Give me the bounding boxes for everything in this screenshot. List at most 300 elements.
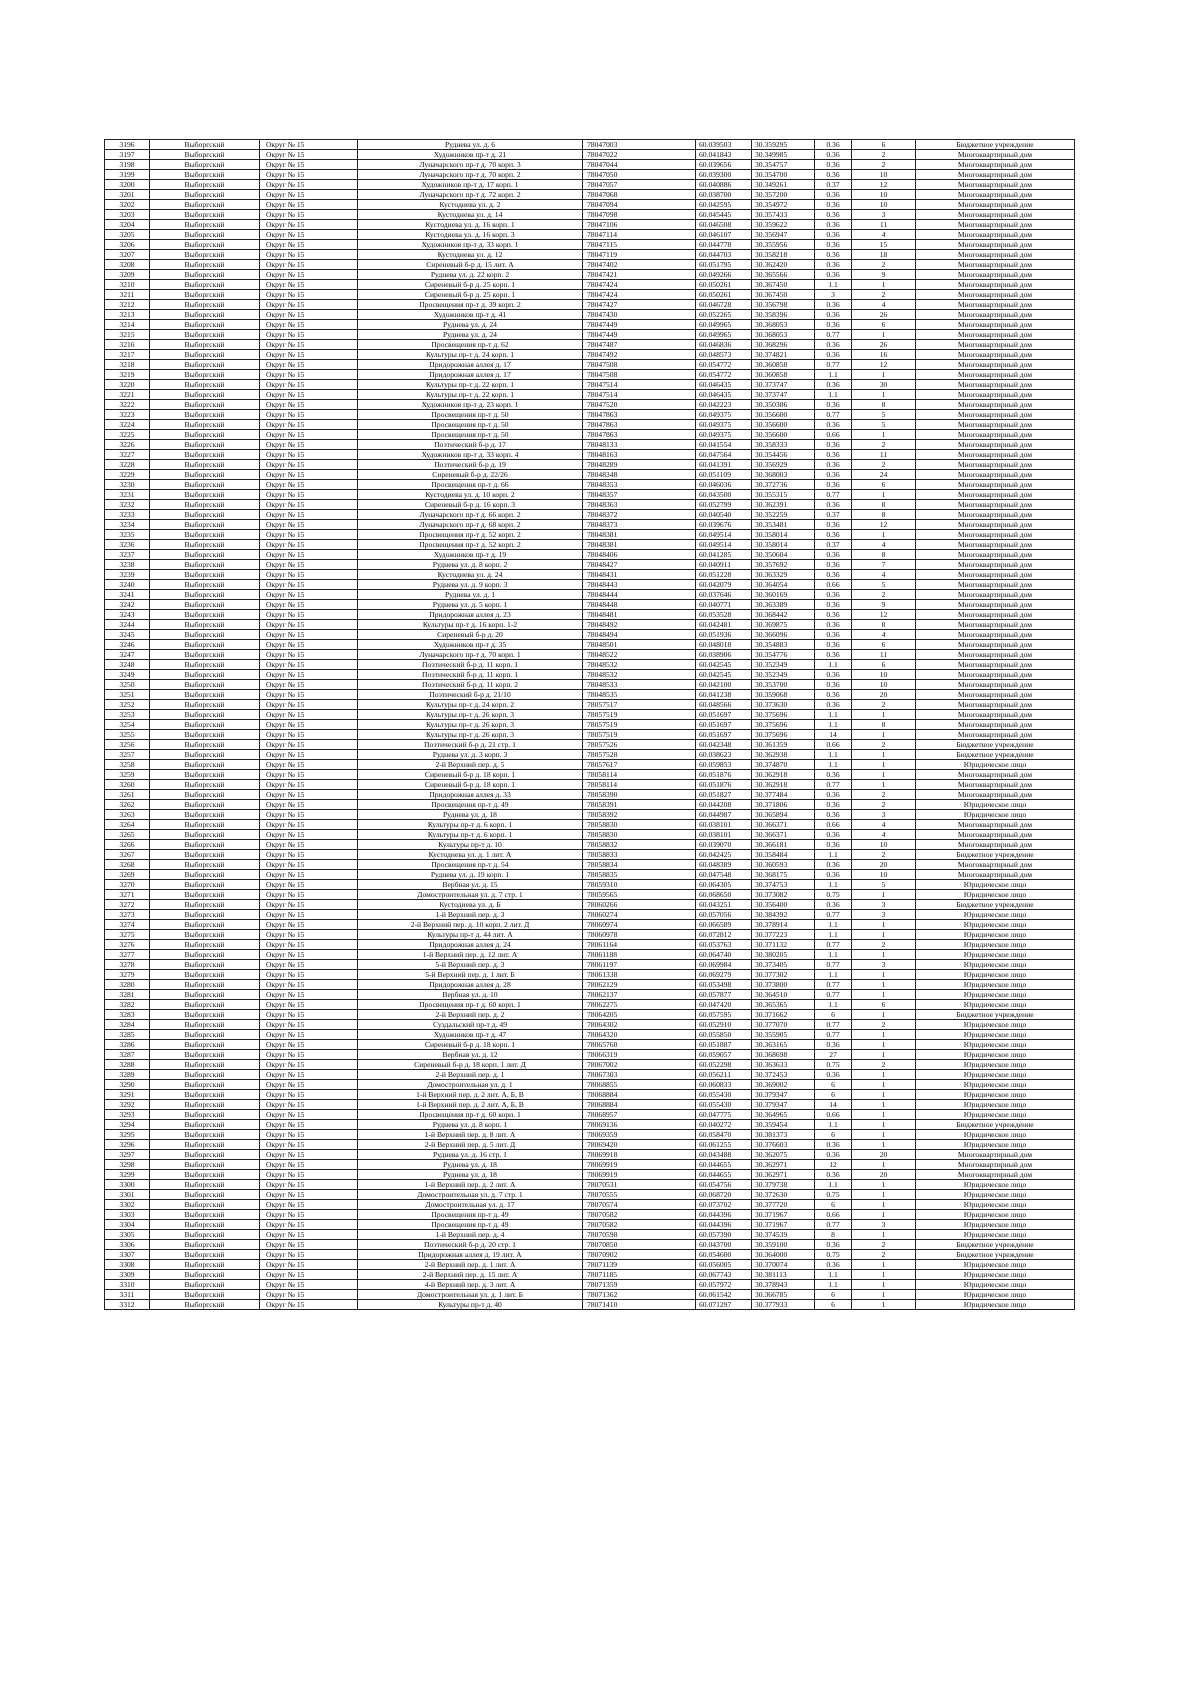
- container-volume-cell: 0.36: [815, 420, 852, 430]
- object-code-cell: 78047421: [583, 270, 696, 280]
- object-code-cell: 78048522: [583, 650, 696, 660]
- longitude-cell: 30.362971: [752, 1160, 815, 1170]
- table-row: [105, 830, 1075, 840]
- container-count-cell: 9: [852, 600, 916, 610]
- district-cell: Выборгский: [150, 840, 260, 850]
- object-type-cell: Юридическое лицо: [916, 1000, 1075, 1010]
- longitude-cell: 30.368698: [752, 1050, 815, 1060]
- object-code-cell: 78070555: [583, 1190, 696, 1200]
- okrug-cell: Округ № 15: [260, 770, 358, 780]
- object-code-cell: 78071359: [583, 1280, 696, 1290]
- longitude-cell: 30.372736: [752, 480, 815, 490]
- table-row: [105, 850, 1075, 860]
- okrug-cell: Округ № 15: [260, 240, 358, 250]
- object-type-cell: Многоквартирный дом: [916, 340, 1075, 350]
- object-type-cell: Многоквартирный дом: [916, 620, 1075, 630]
- longitude-cell: 30.360593: [752, 860, 815, 870]
- address-cell: Культуры пр-т д. 22 корп. 1: [358, 390, 583, 400]
- object-code-cell: 78071362: [583, 1290, 696, 1300]
- address-cell: Луначарского пр-т д. 66 корп. 2: [358, 510, 583, 520]
- object-type-cell: Многоквартирный дом: [916, 660, 1075, 670]
- table-row: [105, 530, 1075, 540]
- row-number-cell: 3295: [105, 1130, 150, 1140]
- object-code-cell: 78060274: [583, 910, 696, 920]
- container-volume-cell: 0.36: [815, 630, 852, 640]
- okrug-cell: Округ № 15: [260, 830, 358, 840]
- address-cell: Просвещения пр-т д. 60 корп. 1: [358, 1110, 583, 1120]
- district-cell: Выборгский: [150, 760, 260, 770]
- okrug-cell: Округ № 15: [260, 450, 358, 460]
- table-row: [105, 910, 1075, 920]
- address-cell: Просвещения пр-т д. 52 корп. 2: [358, 540, 583, 550]
- row-number-cell: 3257: [105, 750, 150, 760]
- okrug-cell: Округ № 15: [260, 1230, 358, 1240]
- container-volume-cell: 0.36: [815, 1150, 852, 1160]
- district-cell: Выборгский: [150, 480, 260, 490]
- district-cell: Выборгский: [150, 1240, 260, 1250]
- container-volume-cell: 1.1: [815, 1000, 852, 1010]
- district-cell: Выборгский: [150, 520, 260, 530]
- district-cell: Выборгский: [150, 740, 260, 750]
- container-volume-cell: 0.36: [815, 350, 852, 360]
- district-cell: Выборгский: [150, 1030, 260, 1040]
- district-cell: Выборгский: [150, 460, 260, 470]
- district-cell: Выборгский: [150, 260, 260, 270]
- table-row: [105, 1060, 1075, 1070]
- latitude-cell: 60.049514: [696, 530, 752, 540]
- okrug-cell: Округ № 15: [260, 390, 358, 400]
- object-code-cell: 78058114: [583, 770, 696, 780]
- latitude-cell: 60.071297: [696, 1300, 752, 1310]
- container-count-cell: 1: [852, 1160, 916, 1170]
- table-row: [105, 820, 1075, 830]
- address-cell: Руднева ул. д. 8 корп. 2: [358, 560, 583, 570]
- district-cell: Выборгский: [150, 1210, 260, 1220]
- container-volume-cell: 0.36: [815, 690, 852, 700]
- container-count-cell: 1: [852, 1260, 916, 1270]
- object-type-cell: Бюджетное учреждение: [916, 850, 1075, 860]
- object-code-cell: 78060978: [583, 930, 696, 940]
- container-count-cell: 1: [852, 1180, 916, 1190]
- object-type-cell: Юридическое лицо: [916, 1060, 1075, 1070]
- district-cell: Выборгский: [150, 770, 260, 780]
- object-type-cell: Юридическое лицо: [916, 1190, 1075, 1200]
- container-count-cell: 6: [852, 640, 916, 650]
- address-cell: Руднева ул. д. 16 стр. 1: [358, 1150, 583, 1160]
- object-type-cell: Многоквартирный дом: [916, 470, 1075, 480]
- district-cell: Выборгский: [150, 200, 260, 210]
- district-cell: Выборгский: [150, 700, 260, 710]
- table-row: [105, 1140, 1075, 1150]
- address-cell: 1-й Верхний пер. д. 12 лит. А: [358, 950, 583, 960]
- address-cell: Домостроительная ул. д. 1: [358, 1080, 583, 1090]
- address-cell: Домостроительная ул. д. 7 стр. 1: [358, 1190, 583, 1200]
- container-volume-cell: 1.1: [815, 760, 852, 770]
- latitude-cell: 60.057056: [696, 910, 752, 920]
- table-row: [105, 510, 1075, 520]
- table-row: [105, 1240, 1075, 1250]
- object-type-cell: Многоквартирный дом: [916, 400, 1075, 410]
- object-code-cell: 78066319: [583, 1050, 696, 1060]
- row-number-cell: 3200: [105, 180, 150, 190]
- container-volume-cell: 0.36: [815, 520, 852, 530]
- okrug-cell: Округ № 15: [260, 540, 358, 550]
- container-count-cell: 4: [852, 570, 916, 580]
- object-code-cell: 78057517: [583, 700, 696, 710]
- table-row: [105, 730, 1075, 740]
- object-type-cell: Многоквартирный дом: [916, 230, 1075, 240]
- container-volume-cell: 0.36: [815, 790, 852, 800]
- district-cell: Выборгский: [150, 930, 260, 940]
- okrug-cell: Округ № 15: [260, 160, 358, 170]
- container-count-cell: 2: [852, 460, 916, 470]
- container-volume-cell: 0.75: [815, 890, 852, 900]
- latitude-cell: 60.049266: [696, 270, 752, 280]
- container-count-cell: 2: [852, 740, 916, 750]
- object-type-cell: Юридическое лицо: [916, 1080, 1075, 1090]
- row-number-cell: 3289: [105, 1070, 150, 1080]
- row-number-cell: 3278: [105, 960, 150, 970]
- address-cell: Сиреневый б-р д. 22/26: [358, 470, 583, 480]
- latitude-cell: 60.042348: [696, 740, 752, 750]
- longitude-cell: 30.362420: [752, 260, 815, 270]
- okrug-cell: Округ № 15: [260, 210, 358, 220]
- container-volume-cell: 14: [815, 1100, 852, 1110]
- latitude-cell: 60.042545: [696, 670, 752, 680]
- district-cell: Выборгский: [150, 1190, 260, 1200]
- container-volume-cell: 0.77: [815, 330, 852, 340]
- latitude-cell: 60.056211: [696, 1070, 752, 1080]
- longitude-cell: 30.356400: [752, 900, 815, 910]
- address-cell: Вербная ул. д. 12: [358, 1050, 583, 1060]
- longitude-cell: 30.359295: [752, 140, 815, 150]
- object-type-cell: Многоквартирный дом: [916, 280, 1075, 290]
- latitude-cell: 60.039503: [696, 140, 752, 150]
- address-cell: Придорожная аллея д. 33: [358, 790, 583, 800]
- longitude-cell: 30.360858: [752, 370, 815, 380]
- okrug-cell: Округ № 15: [260, 610, 358, 620]
- district-cell: Выборгский: [150, 290, 260, 300]
- row-number-cell: 3226: [105, 440, 150, 450]
- table-row: [105, 460, 1075, 470]
- longitude-cell: 30.373747: [752, 390, 815, 400]
- row-number-cell: 3308: [105, 1260, 150, 1270]
- object-code-cell: 78047424: [583, 290, 696, 300]
- object-code-cell: 78048492: [583, 620, 696, 630]
- longitude-cell: 30.360169: [752, 590, 815, 600]
- district-cell: Выборгский: [150, 1160, 260, 1170]
- container-volume-cell: 6: [815, 1130, 852, 1140]
- address-cell: 1-й Верхний пер. д. 4: [358, 1230, 583, 1240]
- container-volume-cell: 0.36: [815, 250, 852, 260]
- longitude-cell: 30.371132: [752, 940, 815, 950]
- okrug-cell: Округ № 15: [260, 510, 358, 520]
- longitude-cell: 30.361359: [752, 740, 815, 750]
- table-row: [105, 420, 1075, 430]
- district-cell: Выборгский: [150, 870, 260, 880]
- container-volume-cell: 0.36: [815, 570, 852, 580]
- container-count-cell: 1: [852, 1080, 916, 1090]
- object-type-cell: Юридическое лицо: [916, 910, 1075, 920]
- object-type-cell: Юридическое лицо: [916, 1270, 1075, 1280]
- longitude-cell: 30.371806: [752, 800, 815, 810]
- district-cell: Выборгский: [150, 850, 260, 860]
- container-volume-cell: 0.36: [815, 470, 852, 480]
- address-cell: Руднева ул. д. 3 корп. 3: [358, 750, 583, 760]
- container-volume-cell: 27: [815, 1050, 852, 1060]
- container-count-cell: 2: [852, 940, 916, 950]
- container-volume-cell: 0.36: [815, 560, 852, 570]
- container-volume-cell: 1.1: [815, 660, 852, 670]
- table-row: [105, 180, 1075, 190]
- address-cell: Кустодиева ул. д. 1 лит. А: [358, 850, 583, 860]
- object-type-cell: Бюджетное учреждение: [916, 750, 1075, 760]
- object-code-cell: 78058835: [583, 870, 696, 880]
- longitude-cell: 30.354883: [752, 640, 815, 650]
- object-code-cell: 78071185: [583, 1270, 696, 1280]
- address-cell: Культуры пр-т д. 16 корп. 1-2: [358, 620, 583, 630]
- container-volume-cell: 0.36: [815, 640, 852, 650]
- container-volume-cell: 0.36: [815, 620, 852, 630]
- row-number-cell: 3282: [105, 1000, 150, 1010]
- latitude-cell: 60.052910: [696, 1020, 752, 1030]
- object-type-cell: Юридическое лицо: [916, 1300, 1075, 1310]
- object-code-cell: 78060974: [583, 920, 696, 930]
- table-row: [105, 430, 1075, 440]
- latitude-cell: 60.068650: [696, 890, 752, 900]
- object-type-cell: Многоквартирный дом: [916, 1150, 1075, 1160]
- table-row: [105, 940, 1075, 950]
- row-number-cell: 3243: [105, 610, 150, 620]
- table-row: [105, 480, 1075, 490]
- container-count-cell: 10: [852, 840, 916, 850]
- table-row: [105, 520, 1075, 530]
- table-row: [105, 350, 1075, 360]
- object-type-cell: Многоквартирный дом: [916, 410, 1075, 420]
- row-number-cell: 3270: [105, 880, 150, 890]
- object-type-cell: Юридическое лицо: [916, 950, 1075, 960]
- container-volume-cell: 1.1: [815, 880, 852, 890]
- okrug-cell: Округ № 15: [260, 790, 358, 800]
- address-cell: 2-й Верхний пер. д. 1 лит. А: [358, 1260, 583, 1270]
- container-volume-cell: 0.36: [815, 340, 852, 350]
- row-number-cell: 3268: [105, 860, 150, 870]
- row-number-cell: 3265: [105, 830, 150, 840]
- object-code-cell: 78069359: [583, 1130, 696, 1140]
- district-cell: Выборгский: [150, 560, 260, 570]
- container-count-cell: 1: [852, 280, 916, 290]
- district-cell: Выборгский: [150, 530, 260, 540]
- address-cell: 1-й Верхний пер. д. 2 лит. А, Б, В: [358, 1100, 583, 1110]
- address-cell: Культуры пр-т д. 24 корп. 2: [358, 700, 583, 710]
- okrug-cell: Округ № 15: [260, 190, 358, 200]
- object-code-cell: 78057528: [583, 750, 696, 760]
- object-type-cell: Многоквартирный дом: [916, 350, 1075, 360]
- object-code-cell: 78047057: [583, 180, 696, 190]
- container-count-cell: 16: [852, 350, 916, 360]
- table-body: [105, 140, 1075, 1310]
- okrug-cell: Округ № 15: [260, 1200, 358, 1210]
- container-count-cell: 1: [852, 1070, 916, 1080]
- address-cell: Просвещения пр-т д. 50: [358, 410, 583, 420]
- district-cell: Выборгский: [150, 410, 260, 420]
- row-number-cell: 3205: [105, 230, 150, 240]
- longitude-cell: 30.360858: [752, 360, 815, 370]
- address-cell: Вербная ул. д. 15: [358, 880, 583, 890]
- object-code-cell: 78058114: [583, 780, 696, 790]
- row-number-cell: 3249: [105, 670, 150, 680]
- container-count-cell: 1: [852, 1300, 916, 1310]
- container-volume-cell: 0.36: [815, 1260, 852, 1270]
- okrug-cell: Округ № 15: [260, 950, 358, 960]
- table-row: [105, 390, 1075, 400]
- longitude-cell: 30.379738: [752, 1180, 815, 1190]
- okrug-cell: Округ № 15: [260, 460, 358, 470]
- object-code-cell: 78070598: [583, 1230, 696, 1240]
- longitude-cell: 30.368175: [752, 870, 815, 880]
- object-code-cell: 78048444: [583, 590, 696, 600]
- object-type-cell: Многоквартирный дом: [916, 770, 1075, 780]
- object-code-cell: 78047022: [583, 150, 696, 160]
- table-row: [105, 1110, 1075, 1120]
- district-cell: Выборгский: [150, 1010, 260, 1020]
- object-code-cell: 78064302: [583, 1020, 696, 1030]
- container-count-cell: 8: [852, 500, 916, 510]
- address-cell: Просвещения пр-т д. 50: [358, 430, 583, 440]
- table-row: [105, 470, 1075, 480]
- longitude-cell: 30.356600: [752, 420, 815, 430]
- table-row: [105, 670, 1075, 680]
- table-row: [105, 1080, 1075, 1090]
- latitude-cell: 60.046435: [696, 380, 752, 390]
- longitude-cell: 30.350604: [752, 550, 815, 560]
- container-volume-cell: 0.36: [815, 1040, 852, 1050]
- latitude-cell: 60.049375: [696, 430, 752, 440]
- latitude-cell: 60.043488: [696, 1150, 752, 1160]
- address-cell: Сиреневый б-р д. 18 корп. 1: [358, 770, 583, 780]
- object-code-cell: 78047094: [583, 200, 696, 210]
- address-cell: Кустодиева ул. д. 14: [358, 210, 583, 220]
- object-type-cell: Многоквартирный дом: [916, 650, 1075, 660]
- container-count-cell: 12: [852, 520, 916, 530]
- object-code-cell: 78061197: [583, 960, 696, 970]
- okrug-cell: Округ № 15: [260, 800, 358, 810]
- row-number-cell: 3287: [105, 1050, 150, 1060]
- okrug-cell: Округ № 15: [260, 930, 358, 940]
- row-number-cell: 3262: [105, 800, 150, 810]
- longitude-cell: 30.377070: [752, 1020, 815, 1030]
- address-cell: 5-й Верхний пер. д. 3: [358, 960, 583, 970]
- district-cell: Выборгский: [150, 1200, 260, 1210]
- district-cell: Выборгский: [150, 1170, 260, 1180]
- okrug-cell: Округ № 15: [260, 1270, 358, 1280]
- container-volume-cell: 0.77: [815, 940, 852, 950]
- longitude-cell: 30.377484: [752, 790, 815, 800]
- object-code-cell: 78058830: [583, 820, 696, 830]
- district-cell: Выборгский: [150, 400, 260, 410]
- container-count-cell: 2: [852, 590, 916, 600]
- row-number-cell: 3284: [105, 1020, 150, 1030]
- longitude-cell: 30.367450: [752, 290, 815, 300]
- container-count-cell: 4: [852, 830, 916, 840]
- district-cell: Выборгский: [150, 1220, 260, 1230]
- container-volume-cell: 6: [815, 1090, 852, 1100]
- object-type-cell: Юридическое лицо: [916, 980, 1075, 990]
- okrug-cell: Округ № 15: [260, 330, 358, 340]
- address-cell: Суздальский пр-т д. 49: [358, 1020, 583, 1030]
- row-number-cell: 3242: [105, 600, 150, 610]
- object-type-cell: Многоквартирный дом: [916, 460, 1075, 470]
- district-cell: Выборгский: [150, 1110, 260, 1120]
- object-code-cell: 78047508: [583, 360, 696, 370]
- okrug-cell: Округ № 15: [260, 290, 358, 300]
- row-number-cell: 3229: [105, 470, 150, 480]
- address-cell: Руднева ул. д. 18: [358, 1170, 583, 1180]
- district-cell: Выборгский: [150, 950, 260, 960]
- object-code-cell: 78061188: [583, 950, 696, 960]
- object-code-cell: 78069918: [583, 1150, 696, 1160]
- latitude-cell: 60.045445: [696, 210, 752, 220]
- longitude-cell: 30.359068: [752, 690, 815, 700]
- container-volume-cell: 0.36: [815, 900, 852, 910]
- address-cell: Поэтический б-р д. 11 корп. 1: [358, 670, 583, 680]
- address-cell: Руднева ул. д. 18: [358, 810, 583, 820]
- district-cell: Выборгский: [150, 790, 260, 800]
- latitude-cell: 60.039300: [696, 170, 752, 180]
- row-number-cell: 3251: [105, 690, 150, 700]
- latitude-cell: 60.072812: [696, 930, 752, 940]
- longitude-cell: 30.354972: [752, 200, 815, 210]
- container-count-cell: 8: [852, 720, 916, 730]
- okrug-cell: Округ № 15: [260, 620, 358, 630]
- object-code-cell: 78047863: [583, 420, 696, 430]
- row-number-cell: 3233: [105, 510, 150, 520]
- okrug-cell: Округ № 15: [260, 470, 358, 480]
- latitude-cell: 60.052265: [696, 310, 752, 320]
- latitude-cell: 60.069984: [696, 960, 752, 970]
- latitude-cell: 60.067743: [696, 1270, 752, 1280]
- row-number-cell: 3259: [105, 770, 150, 780]
- table-row: [105, 1000, 1075, 1010]
- object-type-cell: Юридическое лицо: [916, 890, 1075, 900]
- container-volume-cell: 0.36: [815, 840, 852, 850]
- row-number-cell: 3298: [105, 1160, 150, 1170]
- row-number-cell: 3297: [105, 1150, 150, 1160]
- table-row: [105, 1160, 1075, 1170]
- object-code-cell: 78057519: [583, 730, 696, 740]
- table-row: [105, 1130, 1075, 1140]
- address-cell: Придорожная аллея д. 17: [358, 370, 583, 380]
- latitude-cell: 60.046728: [696, 300, 752, 310]
- table-row: [105, 140, 1075, 150]
- table-row: [105, 1090, 1075, 1100]
- row-number-cell: 3266: [105, 840, 150, 850]
- district-cell: Выборгский: [150, 330, 260, 340]
- latitude-cell: 60.055430: [696, 1090, 752, 1100]
- district-cell: Выборгский: [150, 1140, 260, 1150]
- object-code-cell: 78048431: [583, 570, 696, 580]
- container-volume-cell: 6: [815, 1010, 852, 1020]
- container-count-cell: 1: [852, 1140, 916, 1150]
- table-row: [105, 270, 1075, 280]
- district-cell: Выборгский: [150, 270, 260, 280]
- object-code-cell: 78057519: [583, 720, 696, 730]
- okrug-cell: Округ № 15: [260, 340, 358, 350]
- district-cell: Выборгский: [150, 690, 260, 700]
- address-cell: Поэтический б-р д. 11 корп. 1: [358, 660, 583, 670]
- object-type-cell: Многоквартирный дом: [916, 250, 1075, 260]
- district-cell: Выборгский: [150, 1020, 260, 1030]
